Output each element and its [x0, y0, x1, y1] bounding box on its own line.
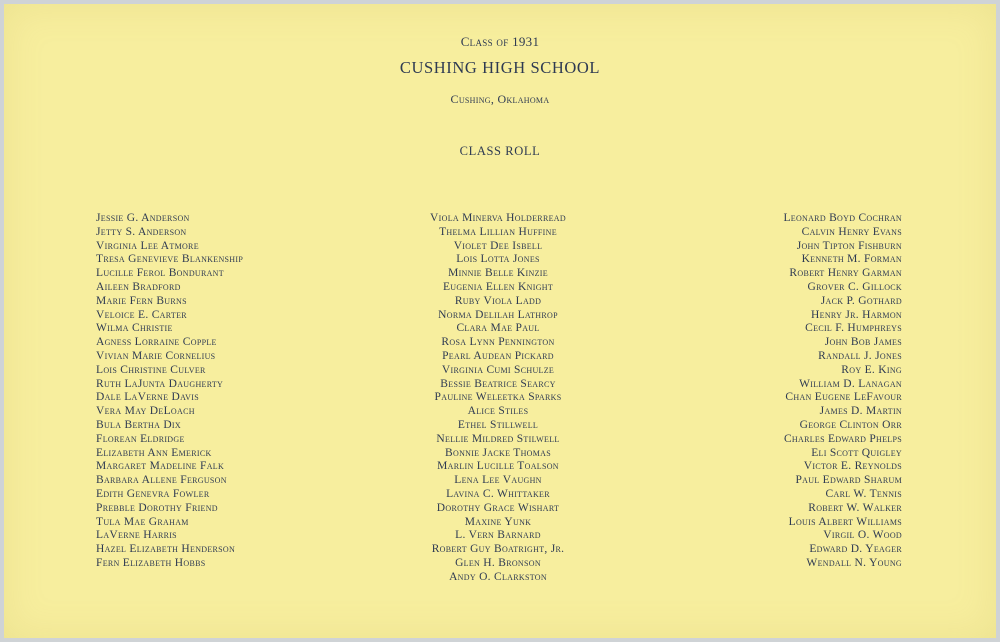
- student-name: Robert Henry Garman: [789, 267, 902, 280]
- student-name: Bessie Beatrice Searcy: [440, 377, 556, 390]
- student-name: Calvin Henry Evans: [801, 225, 902, 238]
- student-name: Minnie Belle Kinzie: [448, 267, 548, 280]
- student-name: Agness Lorraine Copple: [96, 336, 217, 349]
- student-name: Vera May DeLoach: [96, 405, 195, 418]
- student-name: Lois Christine Culver: [96, 363, 206, 376]
- student-name: Paul Edward Sharum: [795, 474, 902, 487]
- student-name: L. Vern Barnard: [455, 529, 541, 542]
- student-name: Clara Mae Paul: [456, 322, 540, 335]
- student-name: Bula Bertha Dix: [96, 418, 181, 431]
- student-name: Ethel Stillwell: [457, 418, 539, 431]
- school-location: Cushing, Oklahoma: [450, 92, 550, 106]
- class-year-heading: Class of 1931: [460, 34, 540, 49]
- student-name: Maxine Yunk: [464, 515, 532, 528]
- student-name: Jack P. Gothard: [820, 294, 902, 307]
- student-name: Edith Genevra Fowler: [96, 487, 210, 500]
- roll-column-center: [358, 212, 638, 585]
- student-name: Pearl Audean Pickard: [442, 349, 554, 362]
- student-name: Thelma Lillian Huffine: [439, 225, 557, 238]
- school-name-title: CUSHING HIGH SCHOOL: [399, 58, 601, 77]
- roll-column-right: [783, 212, 902, 571]
- student-name: Lois Lotta Jones: [456, 253, 540, 266]
- student-name: Virgil O. Wood: [823, 529, 902, 542]
- student-name: John Bob James: [824, 336, 902, 349]
- student-name: Randall J. Jones: [818, 349, 902, 362]
- student-name: Prebble Dorothy Friend: [96, 501, 218, 514]
- student-name: Lucille Ferol Bondurant: [96, 267, 224, 280]
- student-name: Glen H. Bronson: [455, 556, 541, 569]
- student-name: Eugenia Ellen Knight: [442, 280, 554, 293]
- student-name: Rosa Lynn Pennington: [441, 336, 555, 349]
- student-name: Pauline Weleetka Sparks: [434, 391, 562, 404]
- student-name: Leonard Boyd Cochran: [783, 212, 902, 224]
- student-name: Wilma Christie: [96, 322, 173, 335]
- student-name: William D. Lanagan: [799, 377, 902, 390]
- student-name: Victor E. Reynolds: [803, 460, 902, 473]
- class-roll-heading: CLASS ROLL: [459, 144, 541, 158]
- student-name: Chan Eugene LeFavour: [785, 391, 902, 404]
- student-name: Nellie Mildred Stilwell: [436, 432, 560, 445]
- student-name: Louis Albert Williams: [788, 515, 902, 528]
- student-name: Carl W. Tennis: [825, 487, 902, 500]
- student-name: Ruth LaJunta Daugherty: [96, 377, 224, 390]
- student-name: Wendall N. Young: [806, 556, 902, 569]
- student-name: Dale LaVerne Davis: [96, 391, 199, 404]
- student-name: Fern Elizabeth Hobbs: [96, 556, 206, 569]
- student-name: Robert W. Walker: [808, 501, 902, 514]
- student-name: Cecil F. Humphreys: [805, 322, 902, 335]
- student-name: Henry Jr. Harmon: [811, 308, 902, 321]
- student-name: Barbara Allene Ferguson: [96, 474, 227, 487]
- student-name: Viola Minerva Holderread: [430, 212, 566, 224]
- student-name: Marie Fern Burns: [96, 294, 187, 307]
- student-name: Hazel Elizabeth Henderson: [96, 543, 236, 556]
- student-name: Veloice E. Carter: [96, 308, 187, 321]
- student-name: Violet Dee Isbell: [453, 239, 543, 252]
- student-name: Lena Lee Vaughn: [454, 474, 542, 487]
- student-name: Margaret Madeline Falk: [96, 460, 225, 473]
- student-name: Vivian Marie Cornelius: [96, 349, 216, 362]
- student-name: Dorothy Grace Wishart: [436, 501, 560, 514]
- student-name: Marlin Lucille Toalson: [437, 460, 559, 473]
- student-name: Lavina C. Whittaker: [446, 487, 550, 500]
- student-name: Edward D. Yeager: [809, 543, 902, 556]
- roll-column-left: [96, 212, 243, 571]
- student-name: Jessie G. Anderson: [96, 212, 190, 224]
- student-name: Roy E. King: [841, 363, 902, 376]
- student-name: Andy O. Clarkston: [449, 570, 547, 583]
- student-name: Norma Delilah Lathrop: [438, 308, 558, 321]
- student-name: George Clinton Orr: [799, 418, 902, 431]
- student-name: Virginia Lee Atmore: [96, 239, 199, 252]
- student-name: Aileen Bradford: [96, 280, 181, 293]
- student-name: Tresa Genevieve Blankenship: [96, 253, 244, 266]
- student-name: Florean Eldridge: [96, 432, 185, 445]
- student-name: Tula Mae Graham: [96, 515, 189, 528]
- student-name: Alice Stiles: [467, 405, 529, 418]
- student-name: LaVerne Harris: [96, 529, 177, 542]
- student-name: Kenneth M. Forman: [801, 253, 902, 266]
- student-name: Jetty S. Anderson: [96, 225, 187, 238]
- student-name: Ruby Viola Ladd: [454, 294, 542, 307]
- student-name: Virginia Cumi Schulze: [441, 363, 555, 376]
- student-name: Eli Scott Quigley: [811, 446, 902, 459]
- student-name: John Tipton Fishburn: [796, 239, 902, 252]
- student-name: James D. Martin: [819, 405, 902, 418]
- class-roll-page: [4, 4, 996, 638]
- student-name: Charles Edward Phelps: [783, 432, 902, 445]
- student-name: Bonnie Jacke Thomas: [445, 446, 551, 459]
- student-name: Elizabeth Ann Emerick: [96, 446, 212, 459]
- student-name: Grover C. Gillock: [807, 280, 902, 293]
- student-name: Robert Guy Boatright, Jr.: [431, 543, 565, 556]
